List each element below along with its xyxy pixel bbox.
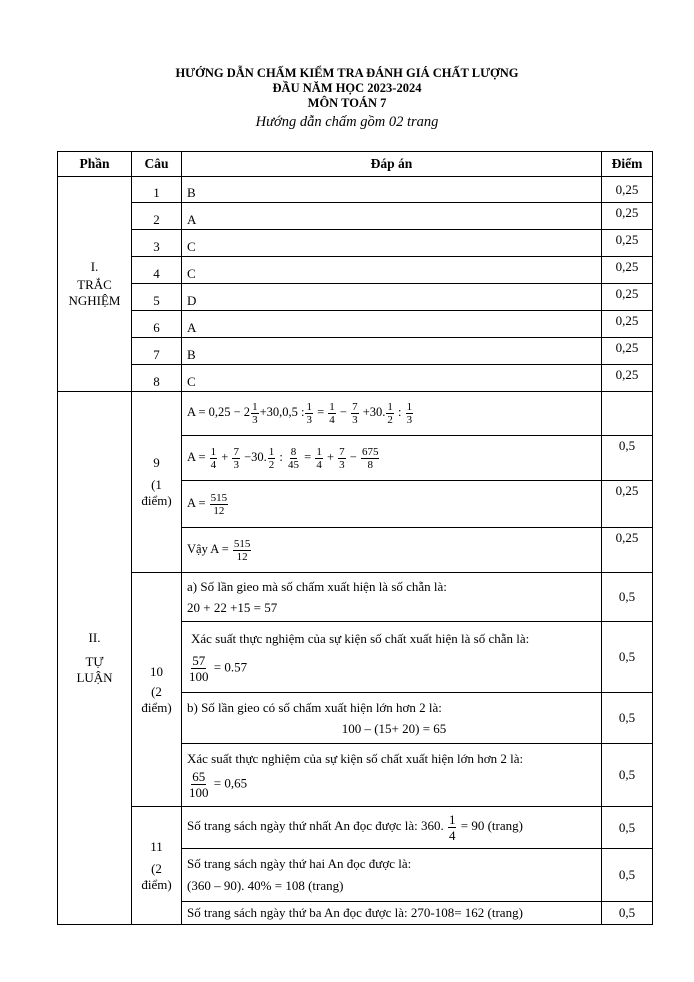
- col-header-question: Câu: [132, 152, 182, 177]
- part-2-label: II. TỰ LUẬN: [58, 392, 132, 925]
- points-cell: 0,5: [602, 849, 653, 902]
- doc-page-note: Hướng dẫn chấm gồm 02 trang: [255, 114, 439, 130]
- points-cell: 0,25: [602, 481, 653, 528]
- answer-cell: B: [182, 177, 602, 203]
- points-cell: 0,25: [602, 203, 653, 230]
- points-cell: 0,5: [602, 436, 653, 481]
- table-row: [58, 177, 653, 203]
- answer-cell: C: [182, 257, 602, 284]
- answer-cell: Số trang sách ngày thứ hai An đọc được là: (360 – 90). 40% = 108 (trang): [182, 849, 602, 902]
- table-row: [58, 338, 653, 365]
- points-cell: 0,5: [602, 622, 653, 693]
- answer-cell: [182, 807, 602, 849]
- table-row: [58, 311, 653, 338]
- points-cell: 0,5: [602, 573, 653, 622]
- part-1-label: I. TRẮC NGHIỆM: [58, 177, 132, 392]
- points-cell: 0,25: [602, 311, 653, 338]
- table-row: [58, 203, 653, 230]
- answer-cell: [182, 528, 602, 573]
- math-expression: A = $\frac{1}{4}$ + $\frac{7}{3}$ −30. $\frac{1}{2}$ : $\frac{8}{45}$ = $\frac{1}{4}$ + $\frac{7}{3}$ − $\frac{675}{8}$: [187, 445, 379, 471]
- question-number: 4: [132, 257, 182, 284]
- math-expression: Vậy A = $\frac{515}{12}$: [187, 537, 251, 563]
- math-expression: Số trang sách ngày thứ nhất An đọc được là: 360. $\frac{1}{4}$ = 90 (trang): [187, 812, 523, 843]
- question-number: 1: [132, 177, 182, 203]
- answer-cell: A: [182, 311, 602, 338]
- answer-table: [57, 151, 653, 925]
- col-header-points: Điểm: [602, 152, 653, 177]
- question-number: 8: [132, 365, 182, 392]
- points-cell: 0,25: [602, 230, 653, 257]
- answer-cell: C: [182, 230, 602, 257]
- col-header-answer: Đáp án: [182, 152, 602, 177]
- answer-cell: [182, 392, 602, 436]
- answer-cell: Xác suất thực nghiệm của sự kiện số chất xuất hiện lớn hơn 2 là: $\frac{65}{100}$ = 0,65: [182, 744, 602, 807]
- question-number: 7: [132, 338, 182, 365]
- answer-cell: D: [182, 284, 602, 311]
- table-row: [58, 573, 653, 622]
- points-cell: 0,25: [602, 338, 653, 365]
- header-row: [58, 152, 653, 177]
- table-row: [58, 365, 653, 392]
- points-cell-empty: [602, 392, 653, 436]
- question-10-label: 10 (2 điểm): [132, 573, 182, 807]
- points-cell: 0,5: [602, 807, 653, 849]
- answer-cell: B: [182, 338, 602, 365]
- answer-cell: Xác suất thực nghiệm của sự kiện số chất xuất hiện là số chẵn là: $\frac{57}{100}$ = 0.57: [182, 622, 602, 693]
- math-expression: $\frac{57}{100}$ = 0.57: [189, 652, 248, 684]
- question-number: 2: [132, 203, 182, 230]
- math-expression: A = 0,25 − 2 $\frac{1}{3}$ +30,0,5 : $\frac{1}{3}$ = $\frac{1}{4}$ − $\frac{7}{3}$ +30. $\frac{1}{2}$ : $\frac{1}{3}$: [187, 401, 413, 426]
- answer-cell: [182, 436, 602, 481]
- answer-cell: Số trang sách ngày thứ ba An đọc được là: 270-108= 162 (trang): [182, 902, 602, 925]
- question-number: 6: [132, 311, 182, 338]
- table-row: [58, 284, 653, 311]
- answer-cell: C: [182, 365, 602, 392]
- points-cell: 0,25: [602, 284, 653, 311]
- math-expression: $\frac{65}{100}$ = 0,65: [189, 768, 248, 800]
- table-row: [58, 257, 653, 284]
- col-header-part: Phần: [58, 152, 132, 177]
- points-cell: 0,25: [602, 365, 653, 392]
- answer-cell: A: [182, 203, 602, 230]
- points-cell: 0,25: [602, 177, 653, 203]
- points-cell: 0,5: [602, 693, 653, 744]
- answer-cell: a) Số lần gieo mà số chấm xuất hiện là số chẵn là: 20 + 22 +15 = 57: [182, 573, 602, 622]
- table-row: [58, 392, 653, 436]
- question-11-label: 11 (2 điểm): [132, 807, 182, 925]
- points-cell: 0,5: [602, 744, 653, 807]
- points-cell: 0,5: [602, 902, 653, 925]
- points-cell: 0,25: [602, 257, 653, 284]
- answer-cell: b) Số lần gieo có số chấm xuất hiện lớn hơn 2 là: 100 – (15+ 20) = 65: [182, 693, 602, 744]
- question-number: 5: [132, 284, 182, 311]
- table-row: [58, 230, 653, 257]
- table-row: [58, 807, 653, 849]
- doc-title-line1: HƯỚNG DẪN CHẤM KIỂM TRA ĐÁNH GIÁ CHẤT LƯỢNG: [175, 66, 519, 80]
- question-9-label: 9 (1 điểm): [132, 392, 182, 573]
- question-number: 3: [132, 230, 182, 257]
- doc-title-line2: ĐẦU NĂM HỌC 2023-2024: [272, 81, 422, 95]
- math-expression: A = $\frac{515}{12}$: [187, 491, 228, 517]
- answer-cell: [182, 481, 602, 528]
- doc-subject: MÔN TOÁN 7: [307, 96, 387, 110]
- points-cell: 0,25: [602, 528, 653, 573]
